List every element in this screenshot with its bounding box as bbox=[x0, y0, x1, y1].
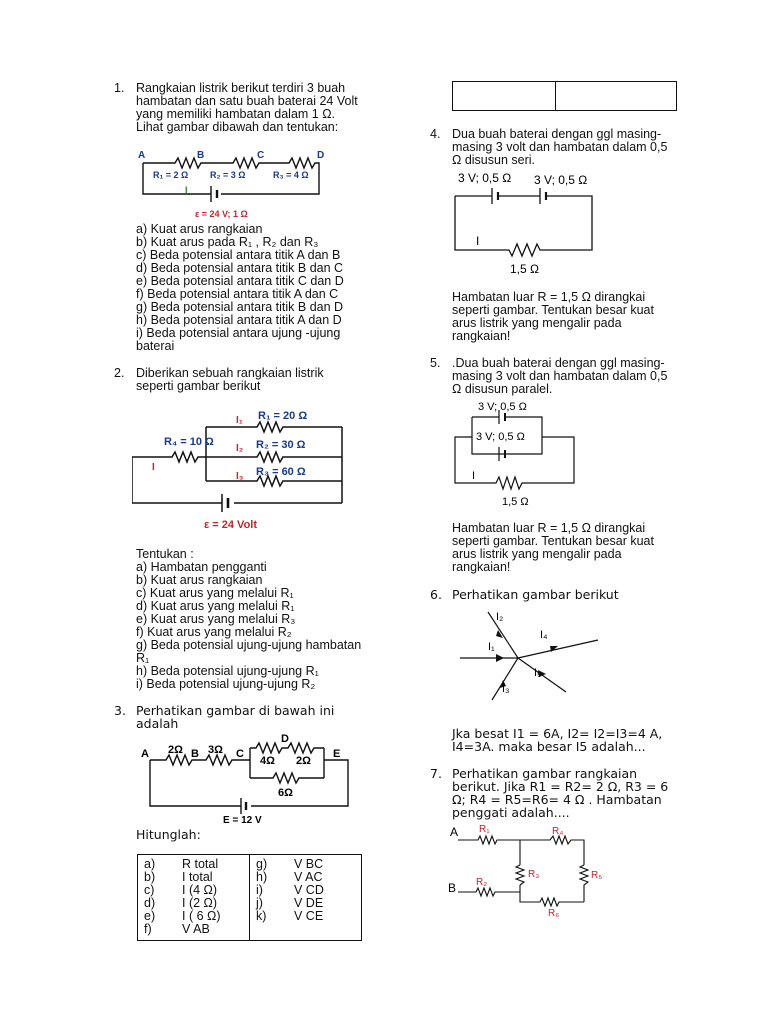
item-text: I total bbox=[182, 870, 213, 884]
resistor-r3-label: R₃ = 60 Ω bbox=[256, 466, 306, 478]
q1-item: b) Kuat arus pada R₁ , R₂ dan R₃ bbox=[136, 235, 319, 249]
emf-label: E = 12 V bbox=[223, 815, 262, 825]
item-letter: j) bbox=[256, 896, 263, 910]
q2-item: c) Kuat arus yang melalui R₁ bbox=[136, 586, 294, 600]
item-text: I (2 Ω) bbox=[182, 896, 218, 910]
current-label: I bbox=[472, 470, 476, 482]
resistor-2ohm-b-label: 2Ω bbox=[296, 755, 311, 767]
q2-item: d) Kuat arus yang melalui R₁ bbox=[136, 599, 295, 613]
circuit-diagram-1 bbox=[133, 146, 333, 222]
q2-item: b) Kuat arus rangkaian bbox=[136, 573, 263, 587]
item-text: V CD bbox=[294, 883, 324, 897]
resistor-r2-label: R₂ = 30 Ω bbox=[256, 439, 306, 451]
resistor-r4-label: R₄ bbox=[552, 826, 564, 837]
circuit-diagram-3 bbox=[138, 730, 358, 825]
battery-1-label: 3 V; 0,5 Ω bbox=[458, 171, 512, 185]
resistor-r5-label: R₅ bbox=[591, 870, 603, 881]
circuit-diagram-5 bbox=[452, 397, 592, 509]
node-label-d: D bbox=[317, 150, 325, 161]
current-i4-label: I₄ bbox=[540, 629, 548, 641]
node-label-c: C bbox=[257, 150, 265, 161]
item-letter: k) bbox=[256, 909, 267, 923]
resistor-r1-label: R₁ = 2 Ω bbox=[153, 170, 189, 180]
current-i1-label: I₁ bbox=[236, 415, 243, 426]
item-letter: d) bbox=[144, 896, 156, 910]
question-4-text: Dua buah baterai dengan ggl masing- masing 3 volt dan hambatan dalam 0,5 Ω disusun seri. bbox=[452, 127, 668, 167]
circuit-diagram-2 bbox=[132, 403, 357, 533]
table-left-cell bbox=[138, 855, 250, 941]
resistor-label: 1,5 Ω bbox=[510, 262, 539, 276]
item-letter: h) bbox=[256, 870, 268, 884]
battery-2-label: 3 V; 0,5 Ω bbox=[534, 173, 588, 187]
question-3-text: Perhatikan gambar di bawah ini adalah bbox=[136, 703, 335, 731]
item-letter: e) bbox=[144, 909, 156, 923]
question-7-text: Perhatikan gambar rangkaian berikut. Jika R1 = R2= 2 Ω, R3 = 6 Ω; R4 = R5=R6= 4 Ω . Hambatan penggati adalah.... bbox=[452, 766, 669, 820]
node-label-a: A bbox=[450, 825, 459, 839]
current-i-label: I bbox=[152, 462, 155, 473]
q1-item: i) Beda potensial antara ujung -ujung bbox=[136, 326, 341, 340]
hitunglah-label: Hitunglah: bbox=[136, 827, 201, 842]
circuit-diagram-4 bbox=[452, 168, 612, 280]
resistor-3ohm-label: 3Ω bbox=[208, 744, 223, 756]
item-text: I ( 6 Ω) bbox=[182, 909, 221, 923]
resistor-label: 1,5 Ω bbox=[502, 496, 529, 508]
current-label: I bbox=[185, 185, 188, 195]
item-text: V AB bbox=[182, 922, 210, 936]
q1-item: baterai bbox=[136, 339, 175, 353]
circuit-diagram-7 bbox=[448, 820, 618, 920]
current-i2-label: I₂ bbox=[496, 611, 504, 623]
question-7-number: 7. bbox=[430, 766, 442, 781]
battery-1-label: 3 V; 0,5 Ω bbox=[478, 401, 527, 413]
node-label-d: D bbox=[281, 733, 289, 745]
q2-item: a) Hambatan pengganti bbox=[136, 560, 267, 574]
q2-item: g) Beda potensial ujung-ujung hambatan bbox=[136, 638, 362, 652]
item-text: V BC bbox=[294, 857, 324, 871]
q1-item: c) Beda potensial antara titik A dan B bbox=[136, 248, 341, 262]
resistor-4ohm-label: 4Ω bbox=[260, 755, 275, 767]
q1-item: d) Beda potensial antara titik B dan C bbox=[136, 261, 344, 275]
resistor-r2-label: R₂ bbox=[476, 877, 488, 888]
question-2-items bbox=[136, 548, 396, 691]
question-4-after: Hambatan luar R = 1,5 Ω dirangkai seperti gambar. Tentukan besar kuat arus listrik yang mengalir pada rangkaian! bbox=[452, 290, 654, 343]
q1-item: h) Beda potensial antara titik A dan D bbox=[136, 313, 342, 327]
q1-item: g) Beda potensial antara titik B dan D bbox=[136, 300, 344, 314]
item-letter: i) bbox=[256, 883, 263, 897]
empty-table bbox=[452, 81, 677, 111]
current-label: I bbox=[476, 234, 480, 248]
q2-item: Tentukan : bbox=[136, 547, 194, 561]
question-5-number: 5. bbox=[430, 356, 441, 370]
emf-label: ε = 24 Volt bbox=[204, 519, 258, 531]
item-text: V AC bbox=[294, 870, 323, 884]
current-i3-label: I₃ bbox=[236, 471, 244, 482]
question-2-text: Diberikan sebuah rangkaian listrik seperti gambar berikut bbox=[136, 366, 324, 393]
q2-item: R₁ bbox=[136, 651, 150, 665]
current-i3-label: I₃ bbox=[502, 683, 510, 695]
resistor-r3-label: R₃ = 4 Ω bbox=[273, 170, 309, 180]
item-text: V DE bbox=[294, 896, 324, 910]
resistor-r2-label: R₂ = 3 Ω bbox=[210, 170, 246, 180]
q2-item: h) Beda potensial ujung-ujung R₁ bbox=[136, 664, 319, 678]
resistor-2ohm-label: 2Ω bbox=[168, 744, 183, 756]
node-label-b: B bbox=[197, 150, 205, 161]
item-letter: c) bbox=[144, 883, 155, 897]
node-label-a: A bbox=[141, 748, 149, 760]
q2-item: i) Beda potensial ujung-ujung R₂ bbox=[136, 677, 316, 691]
q1-item: f) Beda potensial antara titik A dan C bbox=[136, 287, 339, 301]
resistor-r6-label: R₆ bbox=[548, 908, 560, 919]
question-1-number: 1. bbox=[114, 81, 125, 95]
question-1-text: Rangkaian listrik berikut terdiri 3 buah hambatan dan satu buah baterai 24 Volt yang memiliki hambatan dalam 1 Ω. Lihat gambar dibawah dan tentukan: bbox=[136, 81, 358, 134]
question-3-table bbox=[137, 854, 362, 941]
resistor-r4-label: R₄ = 10 Ω bbox=[164, 436, 214, 448]
junction-diagram bbox=[458, 606, 608, 706]
question-1-items bbox=[136, 223, 396, 353]
question-2-number: 2. bbox=[114, 366, 125, 380]
question-6-after: Jka besat I1 = 6A, I2= I2=I3=4 A, I4=3A. maka besar I5 adalah... bbox=[452, 726, 663, 754]
item-text: I (4 Ω) bbox=[182, 883, 218, 897]
resistor-6ohm-label: 6Ω bbox=[278, 787, 293, 799]
q1-item: e) Beda potensial antara titik C dan D bbox=[136, 274, 344, 288]
node-label-c: C bbox=[236, 748, 244, 760]
current-i2-label: I₂ bbox=[236, 443, 244, 454]
node-label-a: A bbox=[138, 150, 146, 161]
node-label-b: B bbox=[191, 748, 199, 760]
emf-label: ε = 24 V; 1 Ω bbox=[195, 209, 248, 219]
node-label-b: B bbox=[448, 881, 457, 895]
item-letter: f) bbox=[144, 922, 152, 936]
q2-item: f) Kuat arus yang melalui R₂ bbox=[136, 625, 292, 639]
resistor-r1-label: R₁ = 20 Ω bbox=[258, 410, 308, 422]
current-i5-label: I₅ bbox=[534, 667, 542, 679]
node-label-e: E bbox=[333, 748, 341, 760]
item-text: V CE bbox=[294, 909, 324, 923]
q1-item: a) Kuat arus rangkaian bbox=[136, 222, 263, 236]
question-3-number: 3. bbox=[114, 703, 126, 718]
resistor-r1-label: R₁ bbox=[479, 824, 490, 835]
item-text: R total bbox=[182, 857, 219, 871]
item-letter: b) bbox=[144, 870, 156, 884]
item-letter: g) bbox=[256, 857, 268, 871]
question-5-text: .Dua buah baterai dengan ggl masing- masing 3 volt dan hambatan dalam 0,5 Ω disusun paralel. bbox=[452, 356, 668, 396]
current-i1-label: I₁ bbox=[488, 641, 495, 653]
item-letter: a) bbox=[144, 857, 156, 871]
question-4-number: 4. bbox=[430, 127, 441, 141]
resistor-r3-label: R₃ bbox=[528, 869, 540, 880]
question-6-text: Perhatikan gambar berikut bbox=[452, 587, 619, 602]
q2-item: e) Kuat arus yang melalui R₃ bbox=[136, 612, 296, 626]
battery-2-label: 3 V; 0,5 Ω bbox=[476, 431, 525, 443]
table-right-cell bbox=[250, 855, 362, 941]
question-5-after: Hambatan luar R = 1,5 Ω dirangkai seperti gambar. Tentukan besar kuat arus listrik yang mengalir pada rangkaian! bbox=[452, 521, 654, 574]
question-6-number: 6. bbox=[430, 587, 442, 602]
